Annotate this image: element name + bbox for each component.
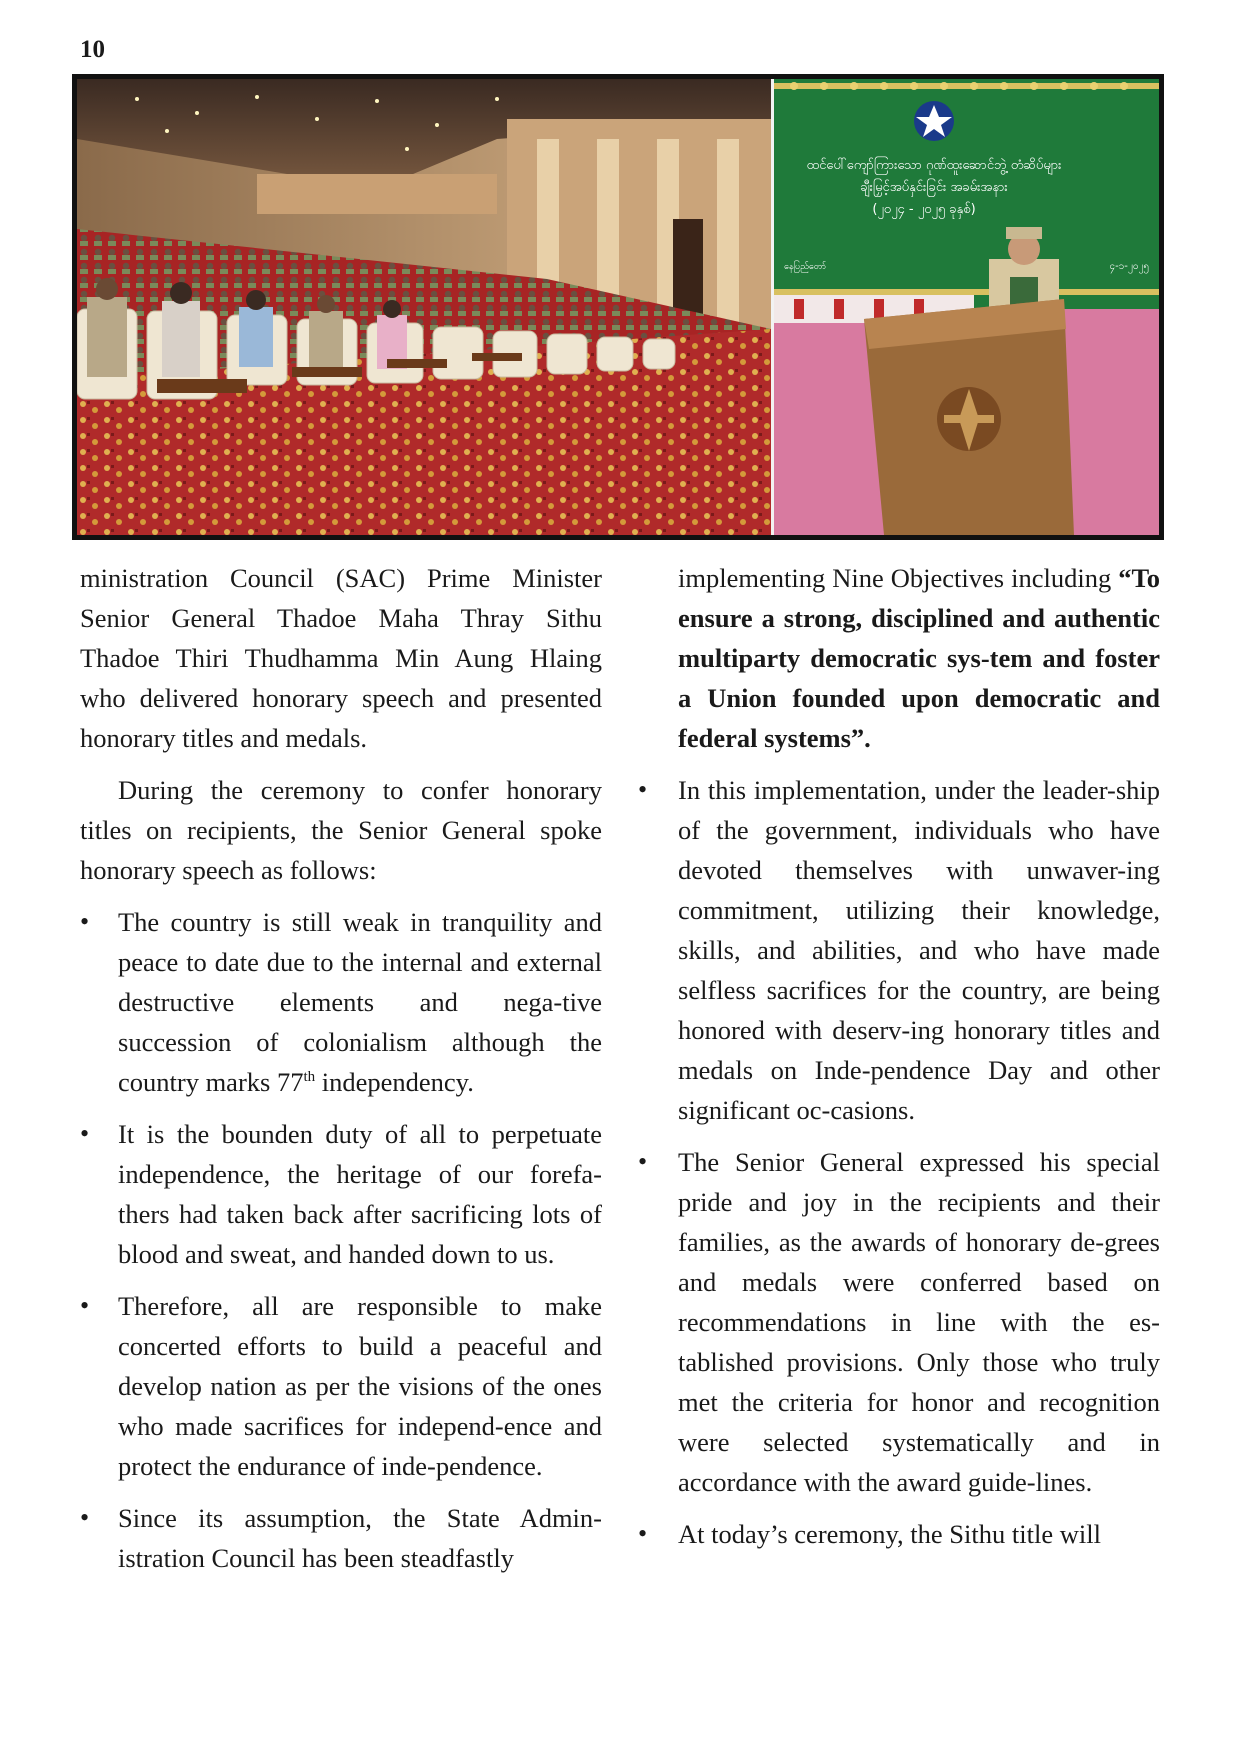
banner-date: ၄-၁-၂၀၂၅	[1109, 261, 1149, 272]
objective-quote: “To ensure a strong, disciplined and authentic multiparty democratic sys-tem and foster a Union founded upon democratic and federal systems”.	[678, 563, 1160, 753]
continued-bullet	[678, 558, 1160, 758]
banner-location: နေပြည်တော်	[784, 262, 827, 272]
speech-bullet-list	[80, 902, 602, 1578]
bullet-text: The country is still weak in tranquility and peace to date due to the internal and external destructive elements and nega-tive succession of colonialism although the country marks 77	[118, 907, 602, 1097]
ceremony-paragraph: During the ceremony to confer honorary titles on recipients, the Senior General spoke honorary speech as follows:	[80, 775, 602, 885]
intro-paragraph: ministration Council (SAC) Prime Minister Senior General Thadoe Maha Thray Sithu Thadoe Thiri Thudhamma Min Aung Hlaing who delivered honorary speech and presented honorary titles and medals.	[80, 563, 602, 753]
speaker-photo	[774, 79, 1159, 535]
list-item: • At today’s ceremony, the Sithu title will	[638, 1514, 1160, 1554]
audience-photo-graphic	[77, 79, 771, 535]
banner-line-3: (၂၀၂၄ - ၂၀၂၅ ခုနှစ်)	[872, 202, 976, 217]
list-item: • Therefore, all are responsible to make concerted efforts to build a peaceful and develop nation as per the visions of the ones who made sacrifices for independ-ence and protect the endurance of inde-pendence.	[80, 1286, 602, 1486]
audience-photo	[77, 79, 771, 535]
list-item: • The Senior General expressed his special pride and joy in the recipients and their families, as the awards of honorary de-grees and medals were conferred based on recommendations in line with the es-tablished provisions. Only those who truly met the criteria for honor and recognition were selected systematically and in accordance with the award guide-lines.	[638, 1142, 1160, 1502]
list-item: • Since its assumption, the State Admin-istration Council has been steadfastly	[80, 1498, 602, 1578]
photo-strip	[72, 74, 1164, 540]
ordinal-suffix: th	[303, 1069, 316, 1086]
list-item	[80, 902, 602, 1102]
speaker-photo-graphic	[774, 79, 1159, 535]
banner-line-2: ချီးမြှင့်အပ်နှင်းခြင်း အခမ်းအနား	[860, 180, 1008, 195]
bullet-text-end: independency.	[315, 1067, 474, 1097]
page-number: 10	[80, 36, 105, 63]
banner-line-1: ထင်ပေါ်ကျော်ကြားသော ဂုဏ်ထူးဆောင်ဘွဲ့ တံဆိပ်များ	[806, 158, 1062, 173]
left-column	[80, 558, 602, 1590]
right-column	[638, 558, 1160, 1566]
podium-emblem-icon	[937, 387, 1001, 451]
speech-bullet-list-continued	[638, 770, 1160, 1554]
list-item: • It is the bounden duty of all to perpetuate independence, the heritage of our forefa-thers had taken back after sacrificing lots of blood and sweat, and handed down to us.	[80, 1114, 602, 1274]
continued-text: implementing Nine Objectives including	[678, 563, 1112, 593]
list-item: • In this implementation, under the leader-ship of the government, individuals who have devoted themselves with unwaver-ing commitment, utilizing their knowledge, skills, and abilities, and who have made selfless sacrifices for the country, are being honored with deserv-ing honorary titles and medals on Inde-pendence Day and other significant oc-casions.	[638, 770, 1160, 1130]
emblem-star-icon	[914, 101, 954, 141]
